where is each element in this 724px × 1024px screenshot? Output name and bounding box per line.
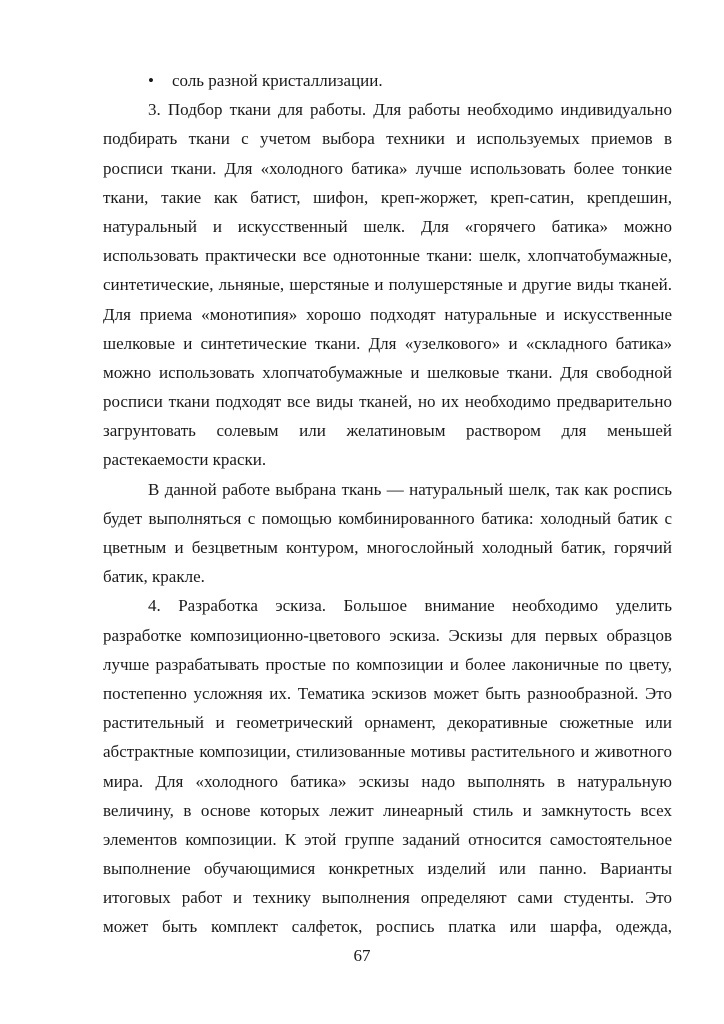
text-line: величину, в основе которых лежит линеарный стиль и замкнутость всех xyxy=(103,800,672,820)
text-line: подбирать ткани с учетом выбора техники и используемых приемов в xyxy=(103,129,672,149)
text-line: батик, кракле. xyxy=(103,567,205,587)
text-line: загрунтовать солевым или желатиновым раствором для меньшей xyxy=(103,421,672,441)
text-line: мира. Для «холодного батика» эскизы надо выполнять в натуральную xyxy=(103,771,672,791)
text-line: ткани, такие как батист, шифон, креп-жоржет, креп-сатин, крепдешин, xyxy=(103,187,672,207)
text-line: может быть комплект салфеток, роспись платка или шарфа, одежда, xyxy=(103,917,672,937)
text-line: выполнение обучающимися конкретных изделий или панно. Варианты xyxy=(103,859,672,879)
text-line: синтетические, льняные, шерстяные и полушерстяные и другие виды тканей. xyxy=(103,275,672,295)
text-line: натуральный и искусственный шелк. Для «горячего батика» можно xyxy=(103,216,672,236)
bullet-text: соль разной кристаллизации. xyxy=(172,71,383,90)
text-line: разработке композиционно-цветового эскиза. Эскизы для первых образцов xyxy=(103,625,672,645)
text-line: растительный и геометрический орнамент, декоративные сюжетные или xyxy=(103,713,672,733)
text-line: элементов композиции. К этой группе заданий относится самостоятельное xyxy=(103,829,672,849)
text-line: шелковые и синтетические ткани. Для «узелкового» и «складного батика» xyxy=(103,333,672,353)
text-line: росписи ткани подходят все виды тканей, но их необходимо предварительно xyxy=(103,392,672,412)
text-line: 3. Подбор ткани для работы. Для работы необходимо индивидуально xyxy=(148,100,672,120)
text-line: будет выполняться с помощью комбинированного батика: холодный батик с xyxy=(103,508,672,528)
paragraph xyxy=(103,95,672,474)
text-line: 4. Разработка эскиза. Большое внимание необходимо уделить xyxy=(148,596,672,616)
paragraph xyxy=(103,591,672,941)
paragraph xyxy=(103,475,672,592)
text-line: Для приема «монотипия» хорошо подходят натуральные и искусственные xyxy=(103,304,672,324)
page-body xyxy=(103,66,672,942)
text-line: росписи ткани. Для «холодного батика» лучше использовать более тонкие xyxy=(103,158,672,178)
text-line: растекаемости краски. xyxy=(103,450,267,470)
bullet-icon: • xyxy=(148,71,154,90)
text-line: В данной работе выбрана ткань — натуральный шелк, так как роспись xyxy=(148,479,672,499)
text-line: итоговых работ и технику выполнения определяют сами студенты. Это xyxy=(103,888,672,908)
text-line: цветным и безцветным контуром, многослойный холодный батик, горячий xyxy=(103,538,672,557)
text-line: лучше разрабатывать простые по композиции и более лаконичные по цвету, xyxy=(103,654,672,674)
text-line: абстрактные композиции, стилизованные мотивы растительного и животного xyxy=(103,742,672,762)
page-number: 67 xyxy=(353,946,371,965)
text-line: использовать практически все однотонные ткани: шелк, хлопчатобумажные, xyxy=(103,246,672,266)
text-line: можно использовать хлопчатобумажные и шелковые ткани. Для свободной xyxy=(103,362,672,382)
text-line: постепенно усложняя их. Тематика эскизов может быть разнообразной. Это xyxy=(103,683,672,703)
bullet-list-item xyxy=(103,66,672,95)
